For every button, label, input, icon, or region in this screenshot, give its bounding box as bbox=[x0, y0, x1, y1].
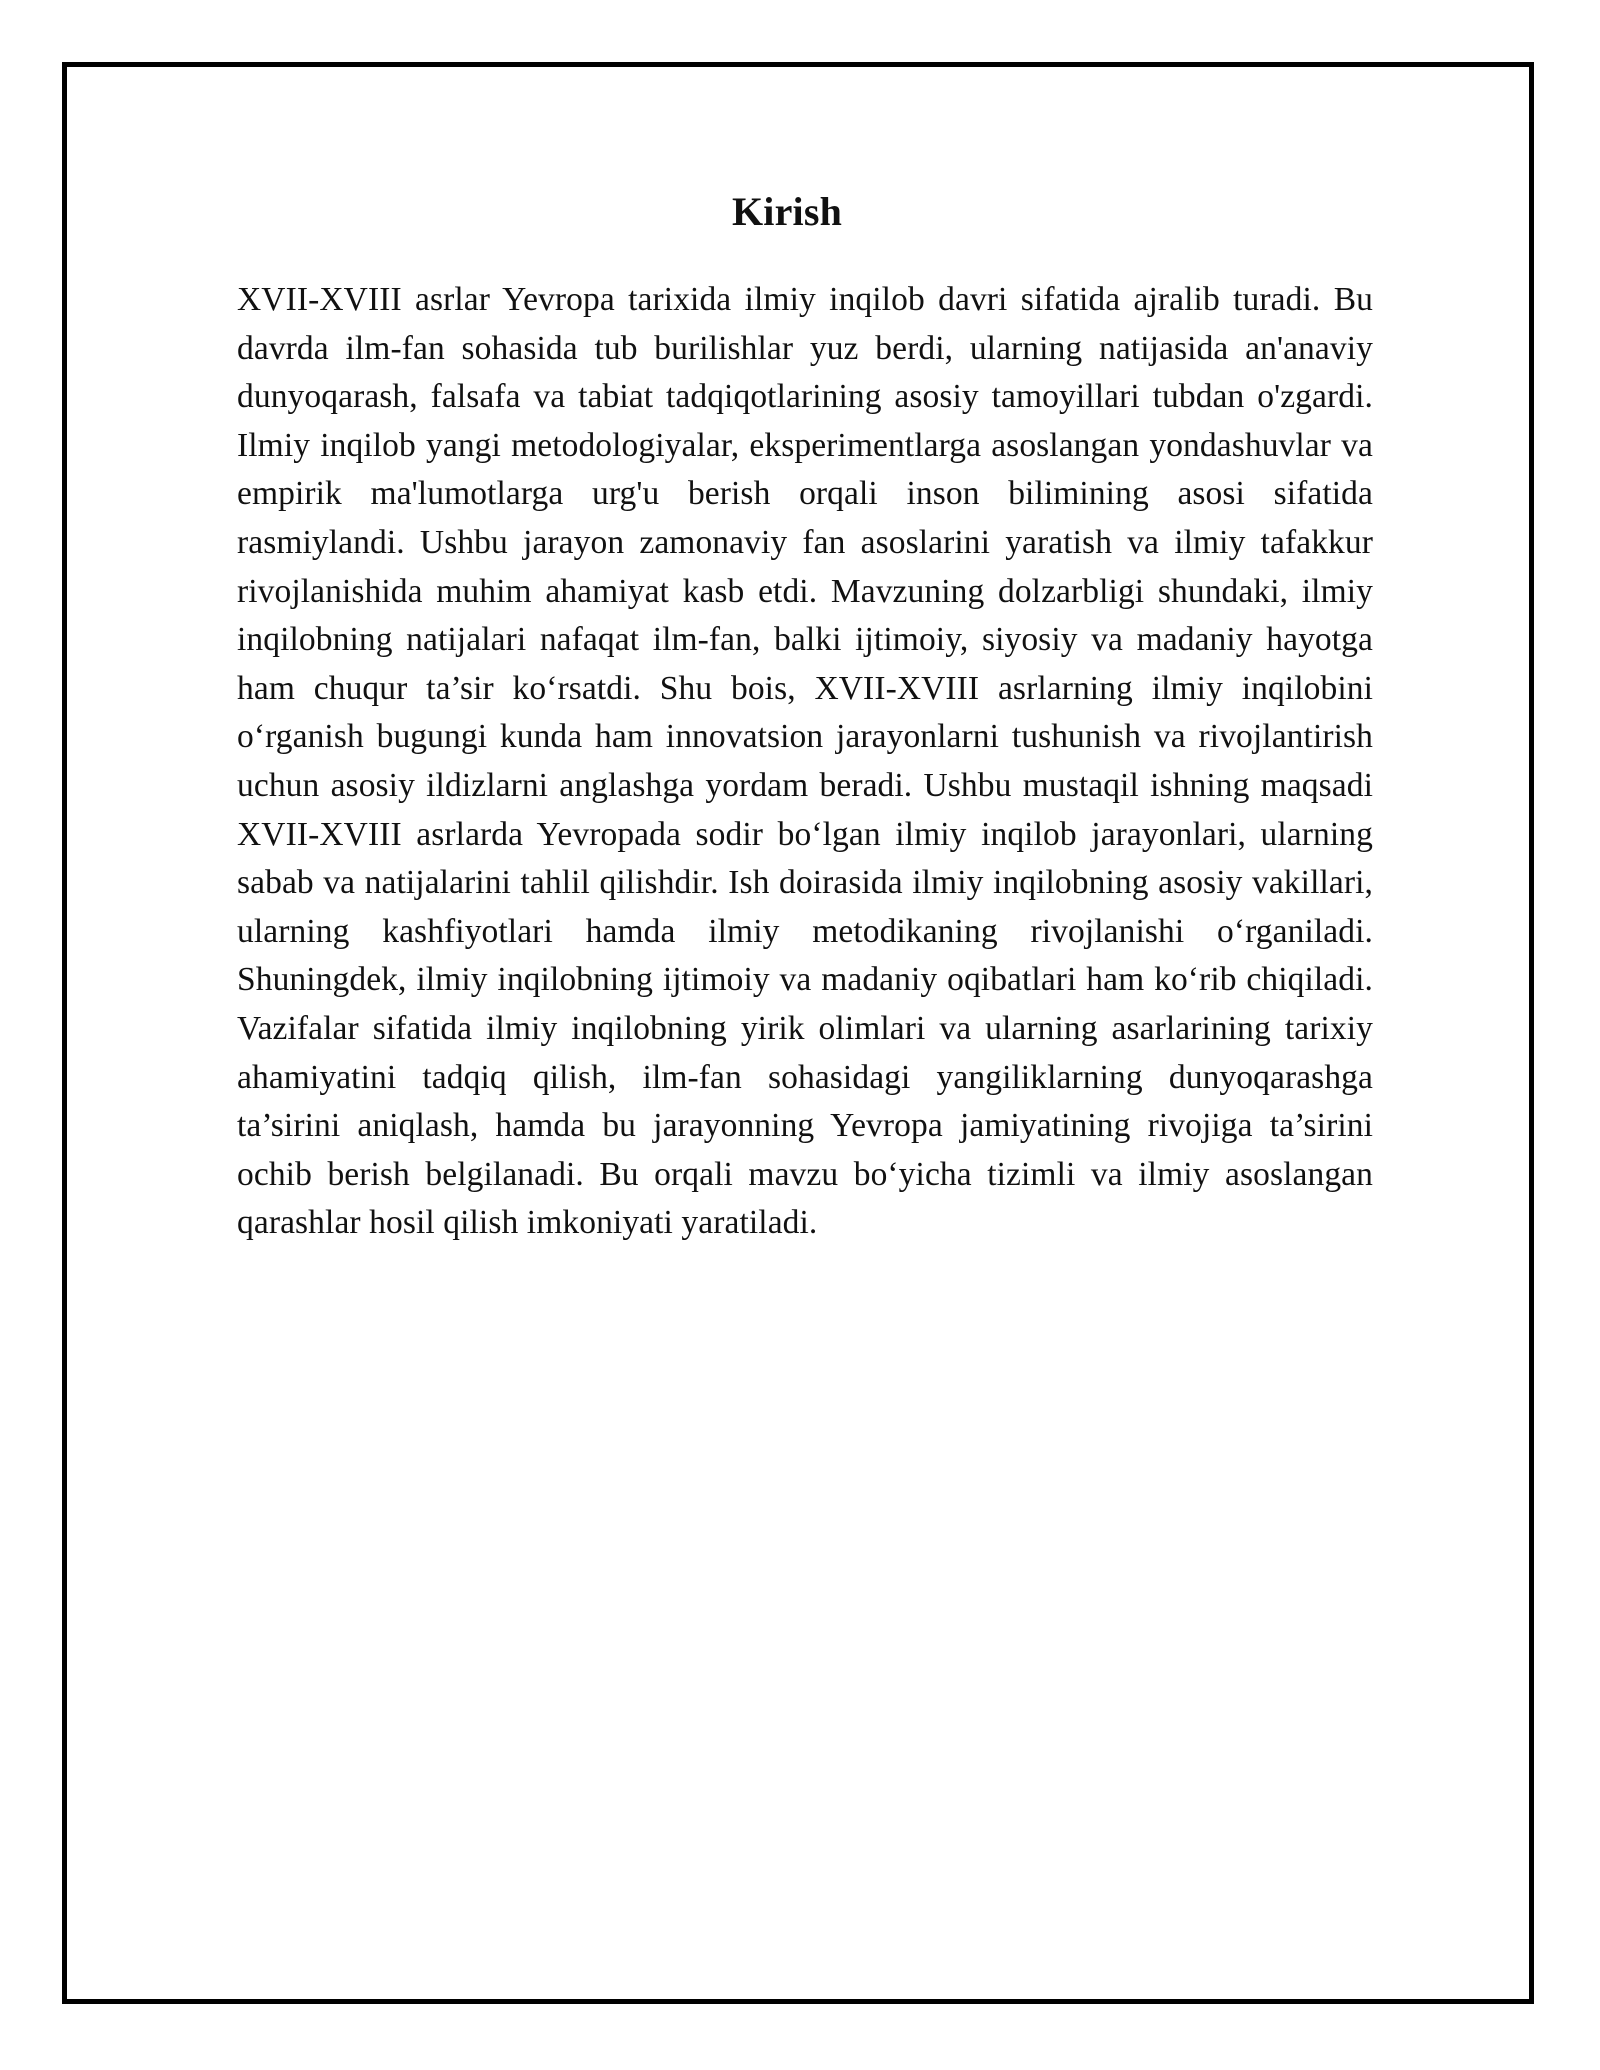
document-content bbox=[174, 170, 1374, 1248]
page-title: Kirish bbox=[731, 189, 843, 234]
body-paragraph: XVII-XVIII asrlar Yevropa tarixida ilmiy inqilob davri sifatida ajralib turadi. Bu davrda ilm-fan sohasida tub burilishlar yuz berdi, ularning natijasida an'anaviy dunyoqarash, falsafa va tabiat tadqiqotlarining asosiy tamoyillari tubdan o'zgardi. Ilmiy inqilob yangi metodologiyalar, eksperimentlarga asoslangan yondashuvlar va empirik ma'lumotlarga urg'u berish orqali inson bilimining asosi sifatida rasmiylandi. Ushbu jarayon zamonaviy fan asoslarini yaratish va ilmiy tafakkur rivojlanishida muhim ahamiyat kasb etdi. Mavzuning dolzarbligi shundaki, ilmiy inqilobning natijalari nafaqat ilm-fan, balki ijtimoiy, siyosiy va madaniy hayotga ham chuqur ta’sir ko‘rsatdi. Shu bois, XVII-XVIII asrlarning ilmiy inqilobini o‘rganish bugungi kunda ham innovatsion jarayonlarni tushunish va rivojlantirish uchun asosiy ildizlarni anglashga yordam beradi. Ushbu mustaqil ishning maqsadi XVII-XVIII asrlarda Yevropada sodir bo‘lgan ilmiy inqilob jarayonlari, ularning sabab va natijalarini tahlil qilishdir. Ish doirasida ilmiy inqilobning asosiy vakillari, ularning kashfiyotlari hamda ilmiy metodikaning rivojlanishi o‘rganiladi. Shuningdek, ilmiy inqilobning ijtimoiy va madaniy oqibatlari ham ko‘rib chiqiladi. Vazifalar sifatida ilmiy inqilobning yirik olimlari va ularning asarlarining tarixiy ahamiyatini tadqiq qilish, ilm-fan sohasidagi yangiliklarning dunyoqarashga ta’sirini aniqlash, hamda bu jarayonning Yevropa jamiyatining rivojiga ta’sirini ochib berish belgilanadi. Bu orqali mavzu bo‘yicha tizimli va ilmiy asoslangan qarashlar hosil qilish imkoniyati yaratiladi. bbox=[237, 281, 1373, 1242]
